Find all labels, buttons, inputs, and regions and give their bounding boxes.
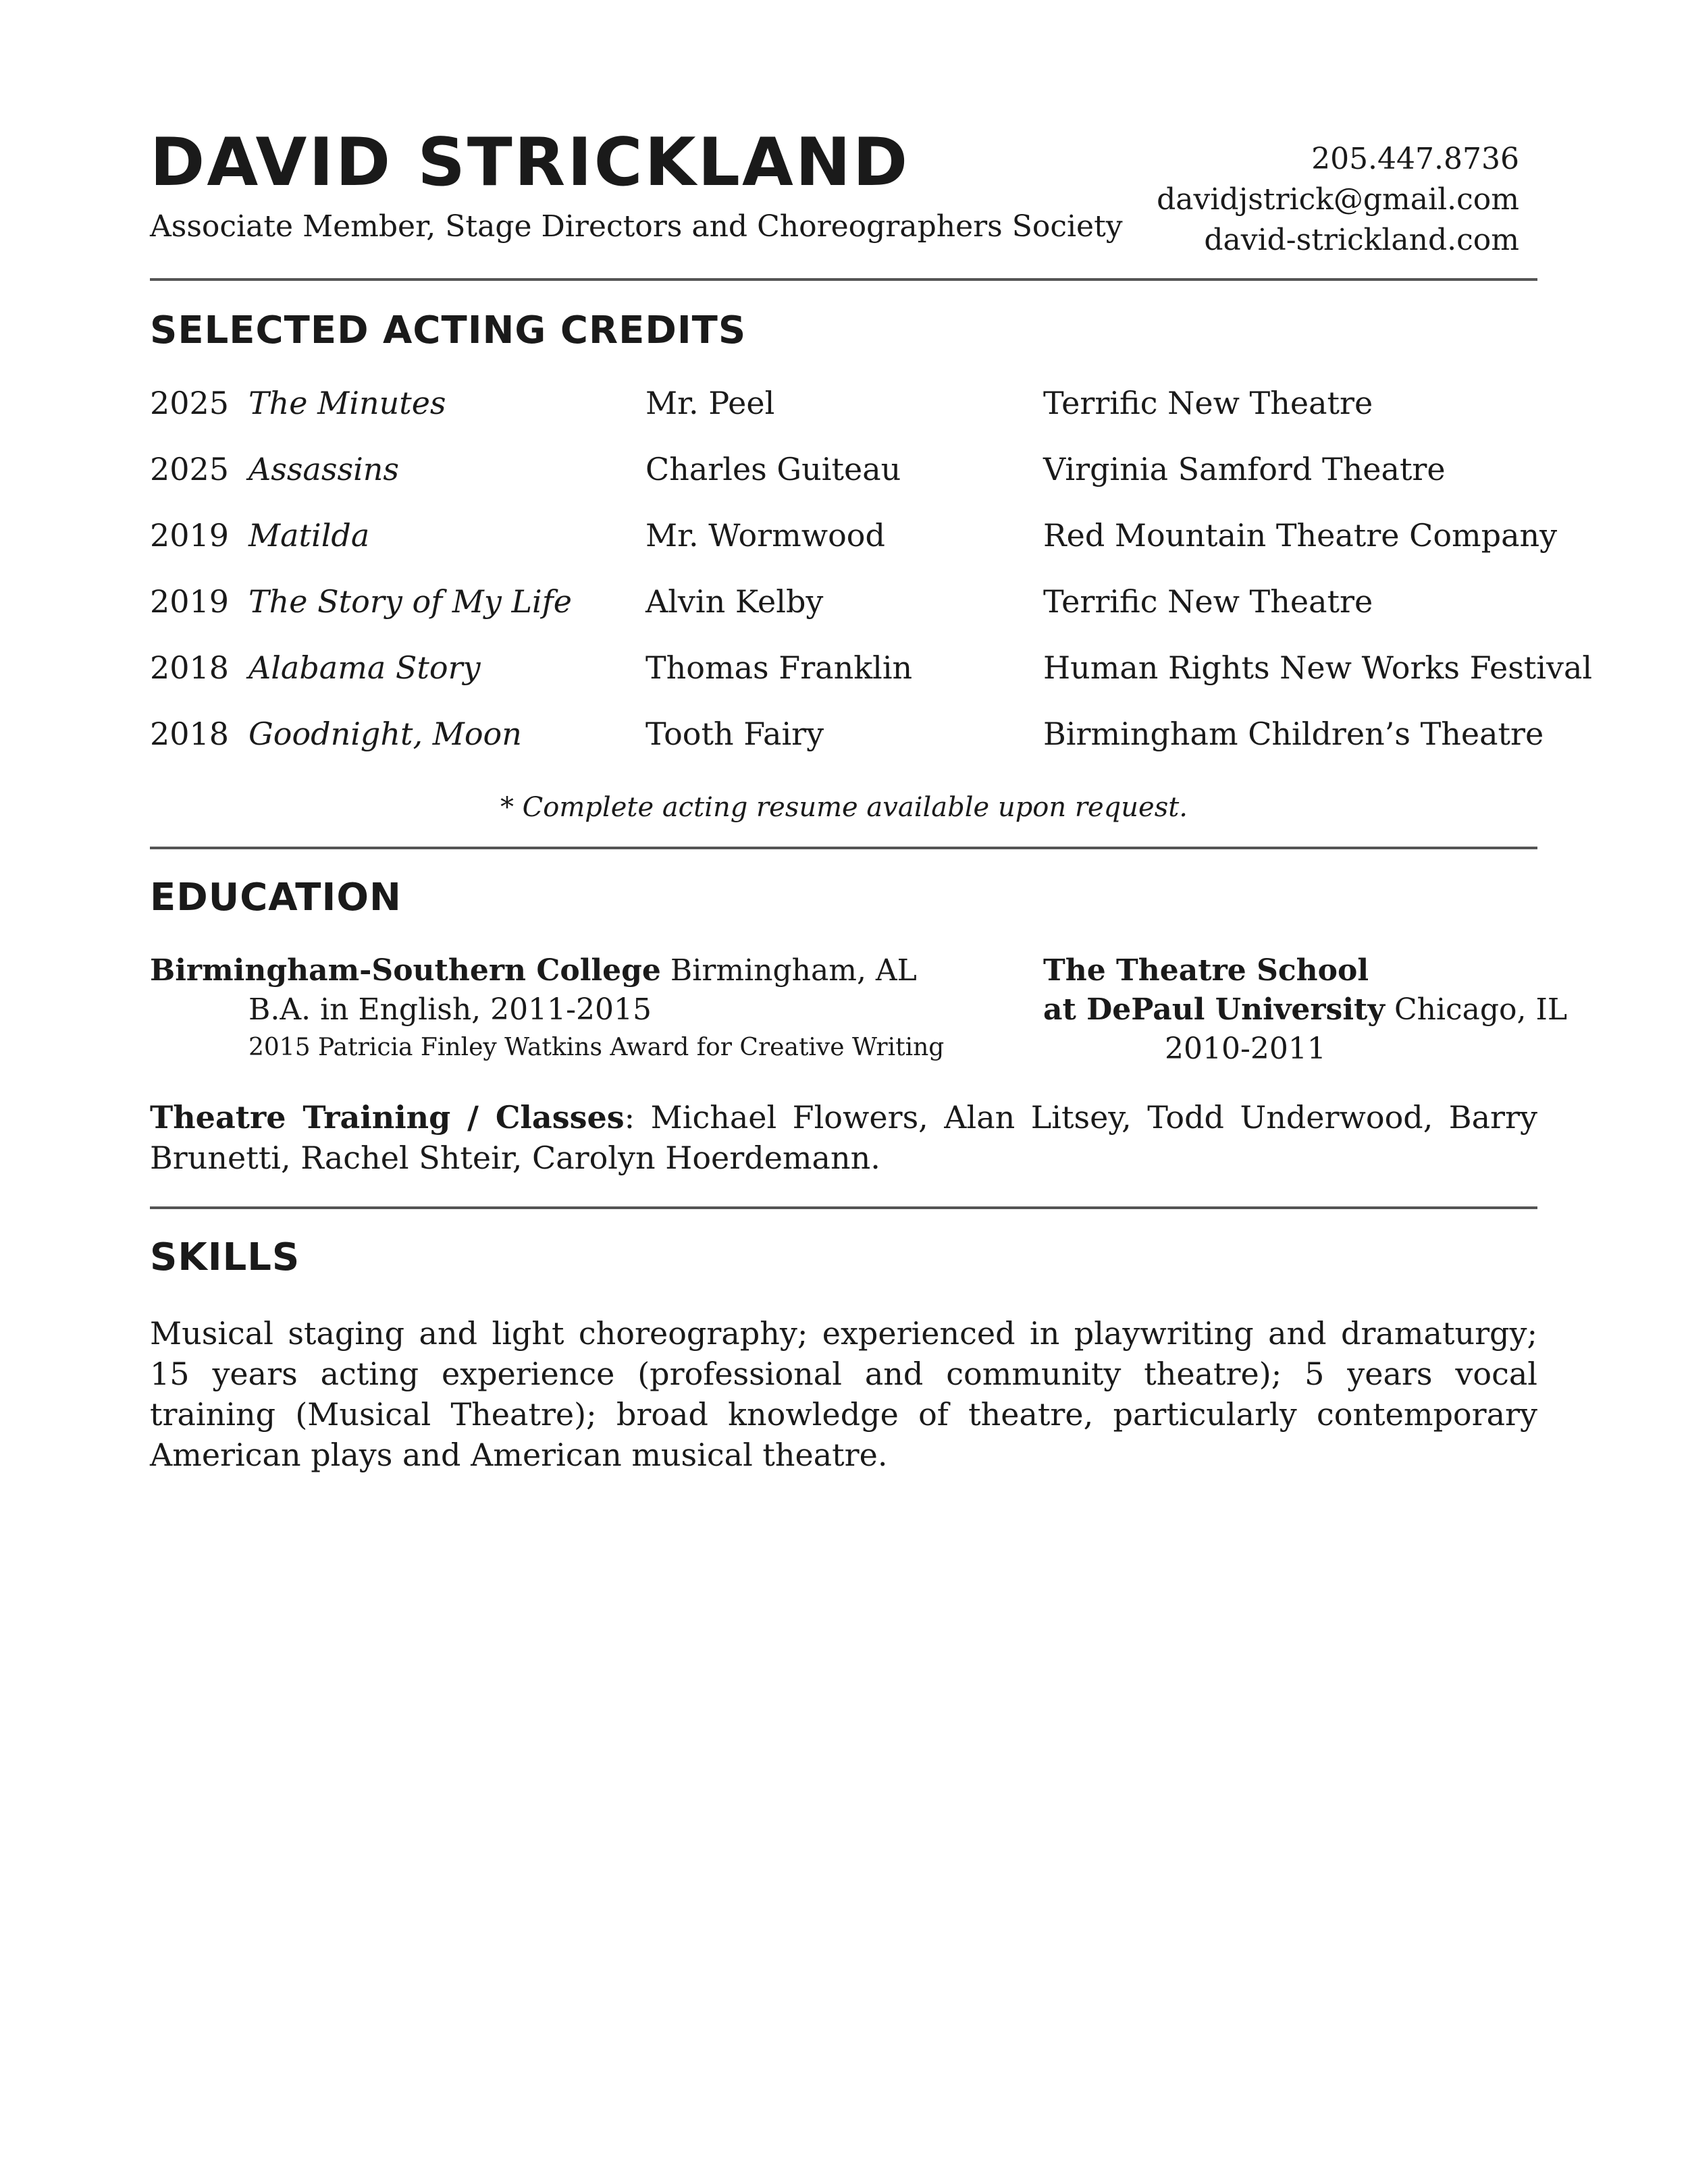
depaul-years: 2010-2011 [1165,1032,1326,1066]
divider [150,847,1537,849]
credit-year: 2018 [150,716,230,752]
email-address[interactable]: davidjstrick@gmail.com [1157,182,1519,217]
credit-venue: Human Rights New Works Festival [1043,649,1593,686]
credit-row [0,716,1688,756]
depaul-location: Chicago, IL [1394,992,1568,1027]
training-label: Theatre Training / Classes [150,1099,625,1136]
credit-title: Matilda [248,517,370,554]
theatre-training [150,1097,1537,1178]
credit-year: 2019 [150,517,230,554]
credit-title: The Minutes [248,385,446,421]
credit-role: Thomas Franklin [645,649,913,686]
bsc-award: 2015 Patricia Finley Watkins Award for Creative Writing [248,1034,945,1061]
credit-venue: Terrific New Theatre [1043,385,1373,421]
resume-note: * Complete acting resume available upon request. [500,792,1188,823]
credit-venue: Birmingham Children’s Theatre [1043,716,1544,752]
bsc-school-line [150,953,917,989]
skills-text: Musical staging and light choreography; experienced in playwriting and dramaturgy; 15 years acting experience (professional and community theatre); 5 years vocal training (Musical Theatre); broad knowledge of theatre, particularly contemporary American plays and American musical theatre. [150,1315,1537,1473]
training-list: : Michael Flowers, Alan Litsey, Todd Underwood, Barry Brunetti, Rachel Shteir, Carolyn Hoerdemann. [150,1099,1537,1176]
section-heading-education: EDUCATION [150,876,402,920]
credit-row [0,451,1688,491]
phone-number: 205.447.8736 [1311,142,1519,176]
credit-year: 2025 [150,385,230,421]
credit-year: 2025 [150,451,230,487]
credit-title: Assassins [248,451,400,487]
bsc-school-name: Birmingham-Southern College [150,953,661,988]
credit-venue: Red Mountain Theatre Company [1043,517,1558,554]
credit-venue: Virginia Samford Theatre [1043,451,1446,487]
credit-year: 2019 [150,583,230,620]
credit-title: The Story of My Life [248,583,573,620]
section-heading-skills: SKILLS [150,1235,300,1279]
website-link[interactable]: david-strickland.com [1204,223,1519,257]
credit-year: 2018 [150,649,230,686]
depaul-school-name: The Theatre School [1043,953,1369,988]
credit-row [0,583,1688,624]
divider [150,1206,1537,1209]
credit-row [0,385,1688,425]
credit-row [0,649,1688,690]
candidate-name: DAVID STRICKLAND [150,124,910,201]
bsc-location: Birmingham, AL [670,953,917,988]
bsc-degree: B.A. in English, 2011-2015 [248,992,652,1027]
section-heading-acting: SELECTED ACTING CREDITS [150,309,747,352]
credit-role: Tooth Fairy [645,716,824,752]
credit-role: Charles Guiteau [645,451,901,487]
divider [150,278,1537,281]
credit-row [0,517,1688,558]
credit-title: Goodnight, Moon [248,716,522,752]
credit-role: Mr. Wormwood [645,517,885,554]
affiliation: Associate Member, Stage Directors and Choreographers Society [150,209,1123,244]
depaul-university-name: at DePaul University [1043,992,1385,1027]
credit-venue: Terrific New Theatre [1043,583,1373,620]
credit-role: Alvin Kelby [645,583,824,620]
credit-role: Mr. Peel [645,385,775,421]
credit-title: Alabama Story [248,649,481,686]
depaul-university-line [1043,992,1567,1028]
